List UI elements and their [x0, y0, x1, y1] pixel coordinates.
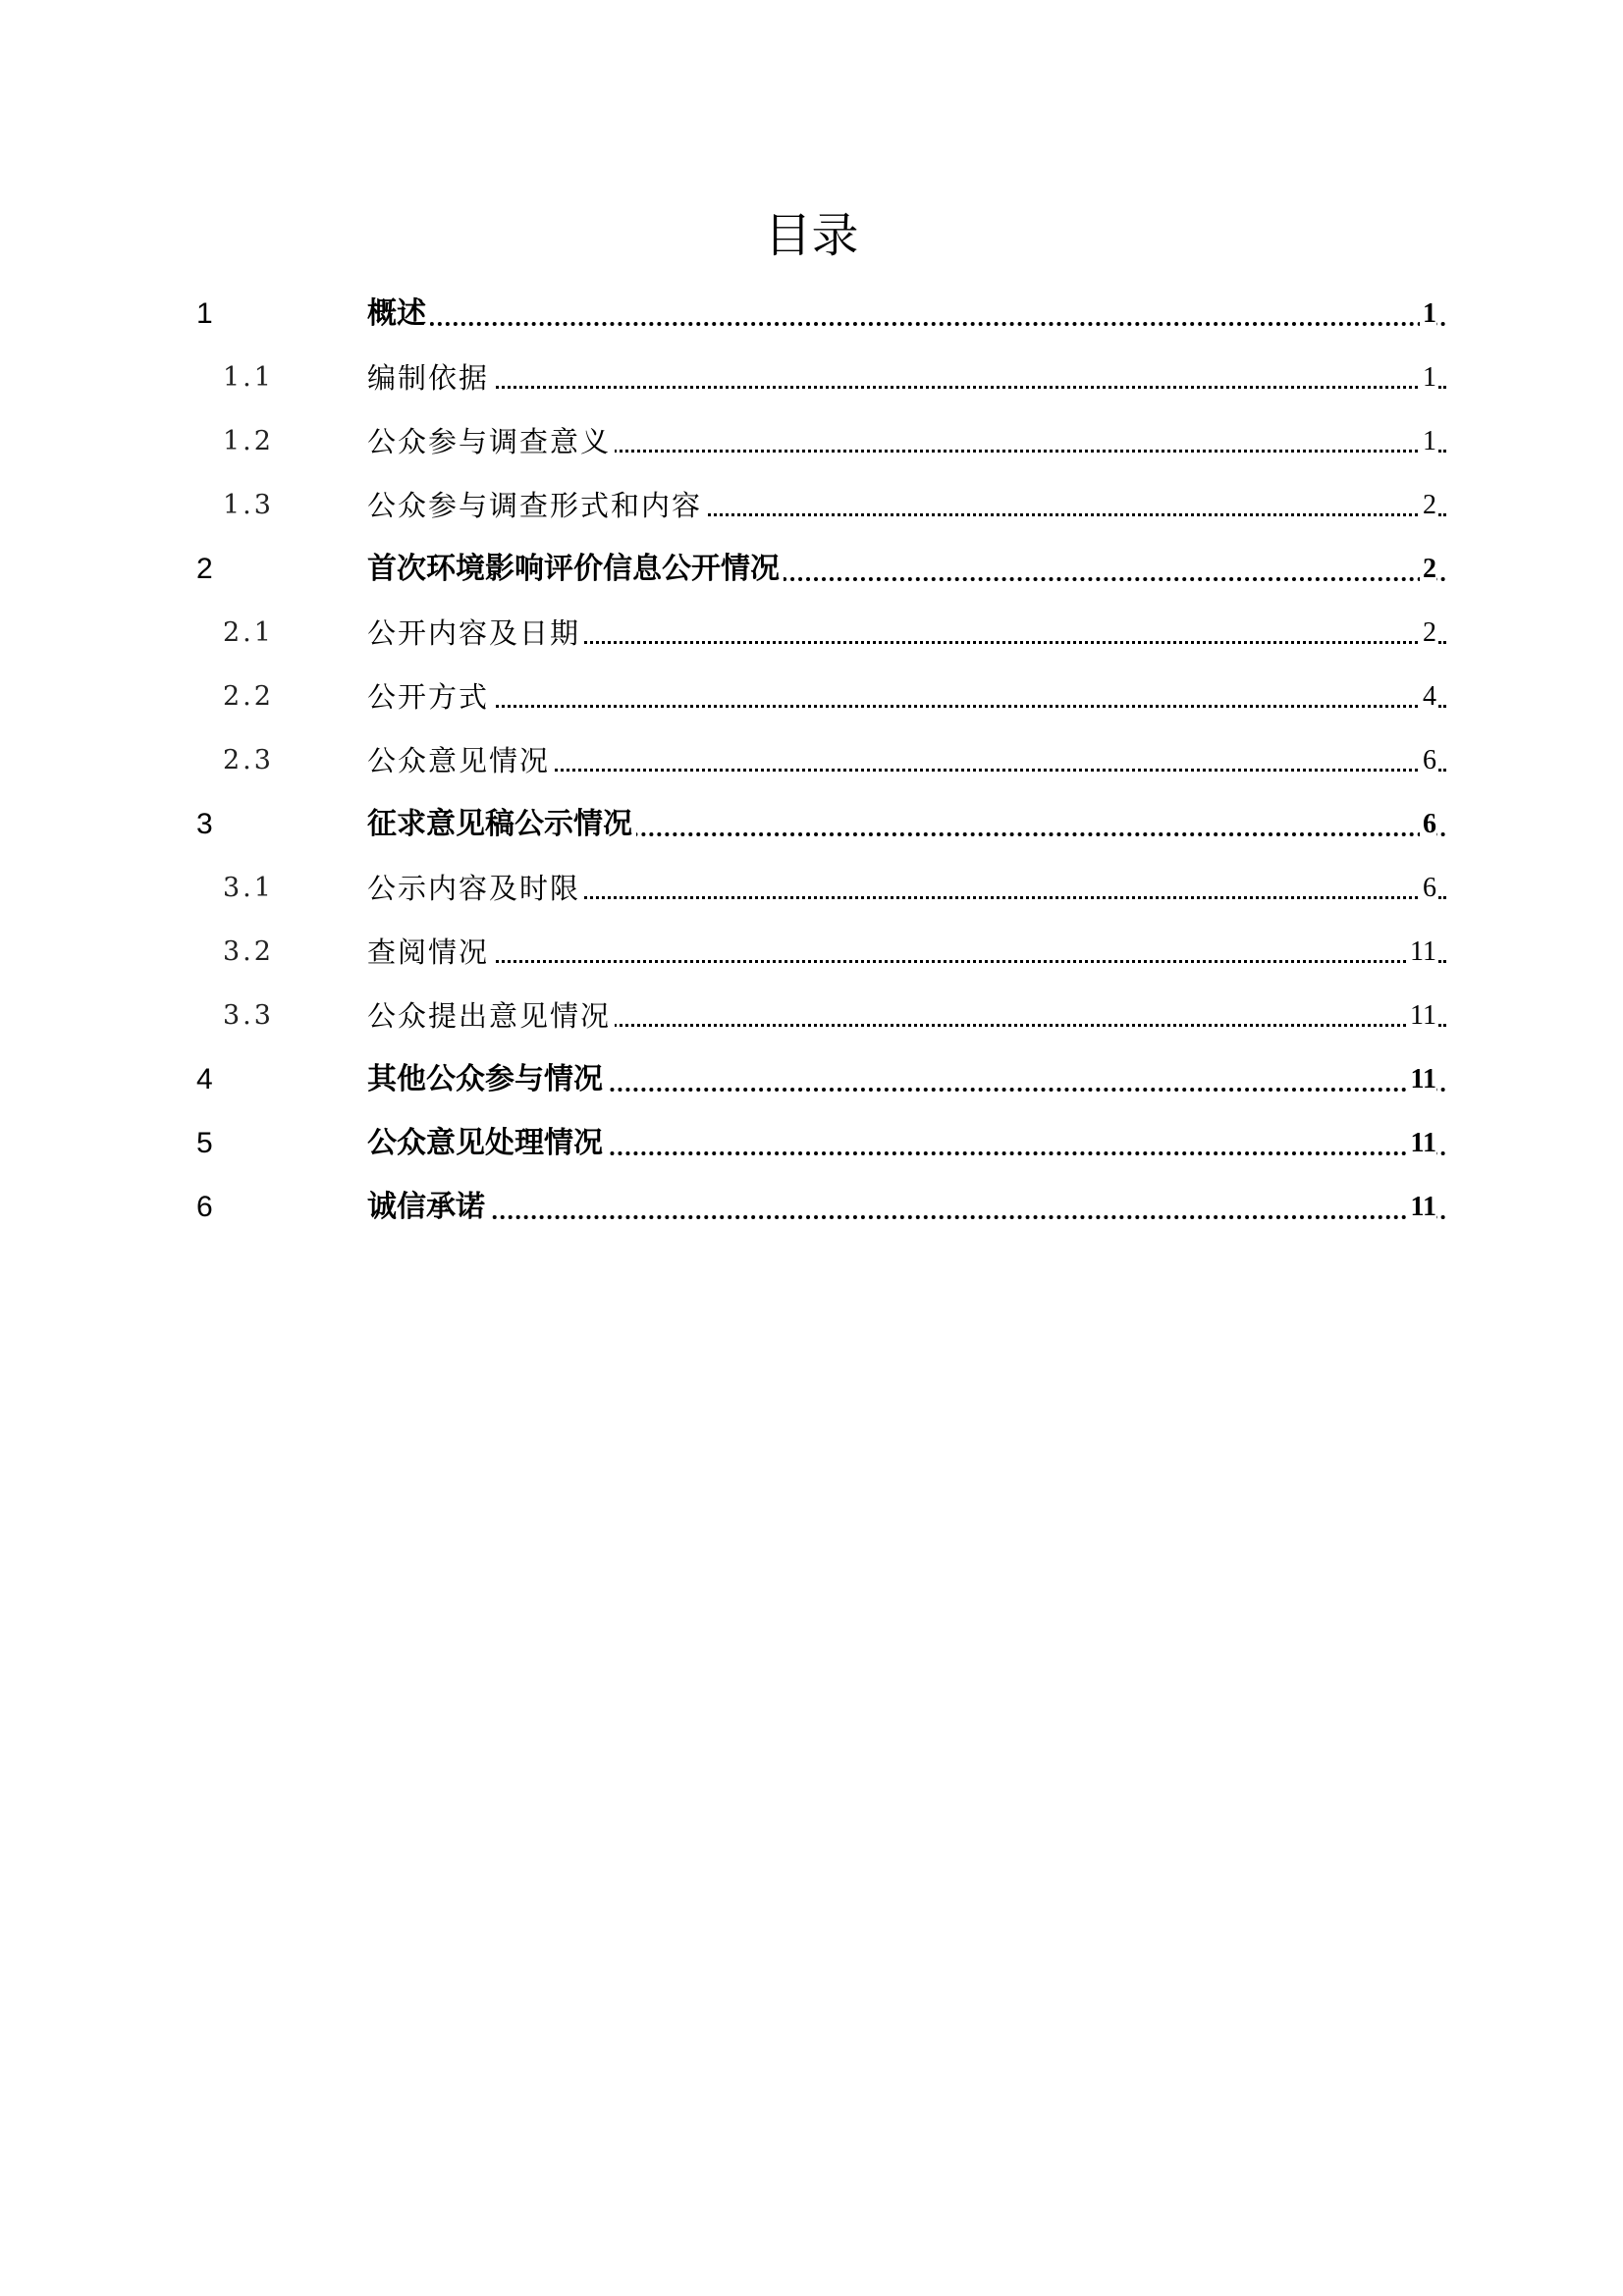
toc-leader-dots	[367, 960, 1446, 963]
toc-page-number: 11	[1407, 991, 1436, 1041]
toc-page-number: 11	[1408, 1119, 1436, 1168]
toc-title: 公众提出意见情况	[367, 991, 615, 1041]
toc-number: 1	[196, 297, 213, 330]
toc-number: 1.2	[223, 426, 274, 456]
toc-title: 首次环境影响评价信息公开情况	[367, 545, 784, 594]
toc-title: 诚信承诺	[367, 1183, 489, 1232]
toc-entry[interactable]	[0, 1119, 1623, 1168]
toc-entry[interactable]	[0, 609, 1623, 658]
toc-page-number: 11	[1408, 1183, 1436, 1232]
page-title: 目录	[764, 208, 859, 263]
toc-title: 征求意见稿公示情况	[367, 800, 636, 849]
toc-entry[interactable]	[0, 864, 1623, 913]
toc-leader-dots	[367, 705, 1446, 708]
toc-entry[interactable]	[0, 1183, 1623, 1232]
toc-page-number: 2	[1420, 481, 1436, 530]
toc-page-number: 6	[1420, 864, 1436, 913]
toc-title: 公众意见情况	[367, 736, 554, 785]
toc-title: 公开方式	[367, 672, 493, 721]
toc-number: 2	[196, 553, 213, 585]
toc-leader-dots	[367, 322, 1446, 326]
toc-entry[interactable]	[0, 545, 1623, 594]
toc-entry[interactable]	[0, 481, 1623, 530]
toc-title: 其他公众参与情况	[367, 1055, 607, 1104]
toc-page-number: 6	[1420, 736, 1436, 785]
toc-number: 2.1	[223, 617, 274, 648]
toc-leader-dots	[367, 386, 1446, 389]
toc-number: 3.2	[223, 936, 274, 967]
toc-number: 1.3	[223, 490, 274, 520]
toc-number: 3.3	[223, 1000, 274, 1031]
toc-number: 2.2	[223, 681, 274, 712]
toc-number: 6	[196, 1191, 213, 1223]
toc-entry[interactable]	[0, 800, 1623, 849]
toc-number: 3.1	[223, 873, 274, 903]
toc-title: 编制依据	[367, 353, 493, 402]
toc-entry[interactable]	[0, 928, 1623, 977]
toc-page-number: 11	[1408, 1055, 1436, 1104]
toc-entry[interactable]	[0, 991, 1623, 1041]
toc-number: 3	[196, 808, 213, 840]
toc-title: 公开内容及日期	[367, 609, 584, 658]
toc-entry[interactable]	[0, 672, 1623, 721]
toc-title: 公众意见处理情况	[367, 1119, 607, 1168]
toc-entry[interactable]	[0, 417, 1623, 466]
toc-page-number: 2	[1420, 609, 1436, 658]
toc-page-number: 4	[1420, 672, 1436, 721]
toc-number: 2.3	[223, 745, 274, 775]
toc-entry[interactable]	[0, 1055, 1623, 1104]
toc-title: 公示内容及时限	[367, 864, 584, 913]
toc-page-number: 2	[1420, 545, 1436, 594]
toc-leader-dots	[367, 1215, 1446, 1219]
toc-page-number: 6	[1420, 800, 1436, 849]
toc-page-number: 1	[1420, 353, 1436, 402]
toc-title: 公众参与调查意义	[367, 417, 615, 466]
toc-title: 概述	[367, 290, 430, 339]
toc-entry[interactable]	[0, 736, 1623, 785]
toc-page-number: 11	[1407, 928, 1436, 977]
toc-number: 1.1	[223, 362, 274, 393]
toc-title: 查阅情况	[367, 928, 493, 977]
toc-entry[interactable]	[0, 290, 1623, 339]
toc-page-number: 1	[1420, 290, 1436, 339]
toc-page-number: 1	[1420, 417, 1436, 466]
toc-entry[interactable]	[0, 353, 1623, 402]
toc-number: 4	[196, 1063, 213, 1095]
toc-title: 公众参与调查形式和内容	[367, 481, 706, 530]
toc-number: 5	[196, 1127, 213, 1159]
